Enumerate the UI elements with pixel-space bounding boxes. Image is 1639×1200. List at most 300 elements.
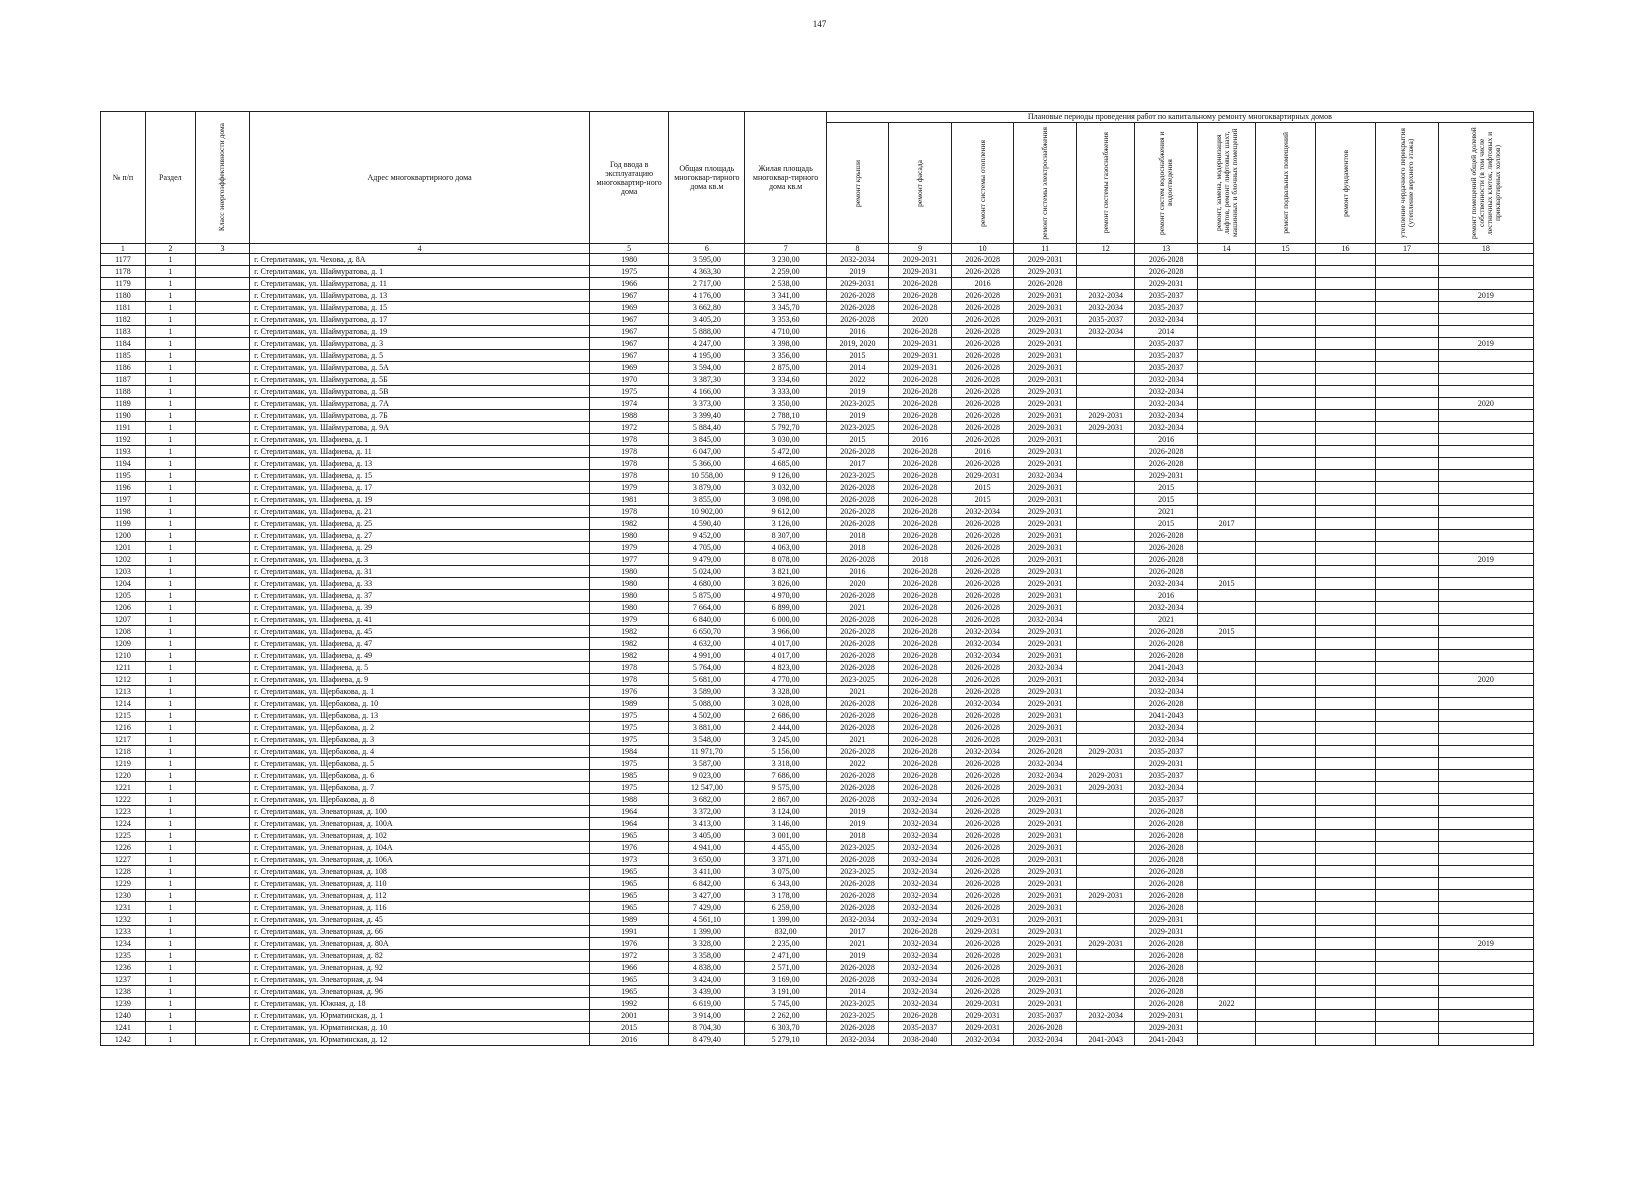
table-cell: 4 561,10	[669, 914, 745, 926]
table-cell	[1438, 518, 1533, 530]
table-row	[101, 926, 1534, 938]
table-cell	[1376, 794, 1439, 806]
table-cell	[1197, 374, 1255, 386]
table-cell: 1991	[590, 926, 669, 938]
table-cell: 2026-2028	[951, 842, 1014, 854]
table-row	[101, 470, 1534, 482]
table-cell: 2041-2043	[1135, 710, 1198, 722]
table-cell: 2020	[826, 578, 889, 590]
table-cell: 5 884,40	[669, 422, 745, 434]
table-cell: 2016	[826, 326, 889, 338]
table-cell	[195, 638, 249, 650]
table-cell: 2026-2028	[889, 782, 952, 794]
table-cell	[1376, 818, 1439, 830]
table-cell: 2001	[590, 1010, 669, 1022]
col-header-basement: ремонт подвальных помещений	[1256, 123, 1315, 244]
table-cell	[195, 878, 249, 890]
table-cell: 1225	[101, 830, 146, 842]
table-cell: 2029-2031	[889, 362, 952, 374]
table-row	[101, 254, 1534, 266]
table-cell	[1197, 1022, 1255, 1034]
table-cell	[195, 470, 249, 482]
table-cell: 2026-2028	[889, 386, 952, 398]
table-row	[101, 578, 1534, 590]
table-cell: 2026-2028	[889, 662, 952, 674]
table-cell	[195, 410, 249, 422]
table-cell: 1979	[590, 482, 669, 494]
table-cell	[1315, 374, 1375, 386]
table-cell: 2022	[1197, 998, 1255, 1010]
table-cell	[1376, 410, 1439, 422]
table-row	[101, 266, 1534, 278]
table-cell: 2032-2034	[889, 878, 952, 890]
table-cell: г. Стерлитамак, ул. Чехова, д. 8А	[250, 254, 590, 266]
table-row	[101, 758, 1534, 770]
table-cell	[1315, 626, 1375, 638]
table-cell: 1965	[590, 878, 669, 890]
table-cell: 2032-2034	[951, 650, 1014, 662]
table-row	[101, 362, 1534, 374]
table-cell: 2029-2031	[1014, 590, 1077, 602]
table-row	[101, 614, 1534, 626]
table-cell: 3 341,00	[745, 290, 826, 302]
table-row	[101, 290, 1534, 302]
table-cell: 1965	[590, 890, 669, 902]
table-cell: 2026-2028	[951, 350, 1014, 362]
table-cell	[1315, 902, 1375, 914]
table-cell: 1238	[101, 986, 146, 998]
table-cell: г. Стерлитамак, ул. Юрматинская, д. 12	[250, 1034, 590, 1046]
table-cell: г. Стерлитамак, ул. Шаймуратова, д. 9А	[250, 422, 590, 434]
table-cell: 5 764,00	[669, 662, 745, 674]
table-cell: 2026-2028	[1135, 818, 1198, 830]
table-cell: г. Стерлитамак, ул. Элеваторная, д. 104А	[250, 842, 590, 854]
table-cell	[1438, 422, 1533, 434]
col-header-common-areas: ремонт помещений общей долевой собственности (в том числе лестничных клеток, лифтовых и приквартирных холлов)	[1438, 123, 1533, 244]
table-cell	[1376, 542, 1439, 554]
table-cell	[1197, 554, 1255, 566]
table-cell: 2032-2034	[1077, 1010, 1135, 1022]
table-cell: 2026-2028	[1135, 446, 1198, 458]
table-cell: 2026-2028	[1135, 950, 1198, 962]
table-cell	[1077, 986, 1135, 998]
table-cell: 2026-2028	[889, 326, 952, 338]
table-cell: 1	[145, 674, 195, 686]
table-cell	[1315, 326, 1375, 338]
table-cell	[1376, 554, 1439, 566]
table-cell: 2026-2028	[951, 374, 1014, 386]
table-cell	[1256, 998, 1315, 1010]
table-cell: 2 262,00	[745, 1010, 826, 1022]
table-cell	[1376, 938, 1439, 950]
table-cell: 2032-2034	[1014, 758, 1077, 770]
repair-schedule-table	[100, 111, 1534, 1046]
table-cell	[1197, 506, 1255, 518]
table-cell: 1964	[590, 806, 669, 818]
table-cell: г. Стерлитамак, ул. Шафиева, д. 17	[250, 482, 590, 494]
table-cell: 2026-2028	[826, 290, 889, 302]
table-cell	[195, 302, 249, 314]
table-cell: г. Стерлитамак, ул. Элеваторная, д. 82	[250, 950, 590, 962]
table-cell: 3 589,00	[669, 686, 745, 698]
table-cell: 2026-2028	[1014, 278, 1077, 290]
table-cell: 5 681,00	[669, 674, 745, 686]
table-row	[101, 554, 1534, 566]
table-cell: 1965	[590, 830, 669, 842]
table-cell: 1201	[101, 542, 146, 554]
table-cell	[1438, 434, 1533, 446]
table-cell: 1982	[590, 638, 669, 650]
table-cell: 1	[145, 614, 195, 626]
table-row	[101, 1022, 1534, 1034]
table-cell: 2026-2028	[826, 626, 889, 638]
table-cell: 2019	[826, 386, 889, 398]
table-row	[101, 782, 1534, 794]
table-cell: 6 259,00	[745, 902, 826, 914]
table-cell	[1315, 818, 1375, 830]
table-cell: 2026-2028	[951, 674, 1014, 686]
table-cell: 2032-2034	[1135, 398, 1198, 410]
table-cell: 2032-2034	[1135, 374, 1198, 386]
table-cell: 2023-2025	[826, 398, 889, 410]
table-cell	[1256, 950, 1315, 962]
table-cell	[1256, 818, 1315, 830]
table-cell	[195, 650, 249, 662]
table-cell: 1233	[101, 926, 146, 938]
table-cell	[1376, 698, 1439, 710]
table-cell: 3 439,00	[669, 986, 745, 998]
table-cell: 1222	[101, 794, 146, 806]
table-cell: 2029-2031	[1077, 770, 1135, 782]
table-cell: 2032-2034	[1135, 674, 1198, 686]
table-cell: г. Стерлитамак, ул. Шафиева, д. 13	[250, 458, 590, 470]
table-cell	[1197, 638, 1255, 650]
table-cell	[195, 902, 249, 914]
table-cell: 1976	[590, 842, 669, 854]
table-cell: 2029-2031	[1014, 494, 1077, 506]
table-cell: 1975	[590, 722, 669, 734]
table-cell	[1197, 482, 1255, 494]
table-cell	[1438, 1022, 1533, 1034]
table-cell: 2018	[889, 554, 952, 566]
table-cell: 3 587,00	[669, 758, 745, 770]
table-cell: 1186	[101, 362, 146, 374]
table-cell: 1967	[590, 290, 669, 302]
table-cell: г. Стерлитамак, ул. Элеваторная, д. 100А	[250, 818, 590, 830]
table-cell: 3 030,00	[745, 434, 826, 446]
table-cell: г. Стерлитамак, ул. Шафиева, д. 33	[250, 578, 590, 590]
table-cell: 2026-2028	[826, 746, 889, 758]
table-cell: 2026-2028	[951, 578, 1014, 590]
table-cell	[1256, 758, 1315, 770]
table-cell: 2026-2028	[889, 566, 952, 578]
table-cell: 2026-2028	[1135, 866, 1198, 878]
table-cell	[1315, 446, 1375, 458]
table-cell	[1376, 914, 1439, 926]
table-cell	[1256, 302, 1315, 314]
table-cell: 3 245,00	[745, 734, 826, 746]
table-cell: г. Стерлитамак, ул. Шаймуратова, д. 15	[250, 302, 590, 314]
table-cell: 2029-2031	[1014, 890, 1077, 902]
column-number: 12	[1077, 244, 1135, 254]
table-cell: 2026-2028	[951, 854, 1014, 866]
table-cell	[1256, 890, 1315, 902]
table-cell	[1077, 962, 1135, 974]
table-cell: 1190	[101, 410, 146, 422]
table-cell	[1315, 758, 1375, 770]
table-cell	[1376, 530, 1439, 542]
table-cell: 1	[145, 326, 195, 338]
table-cell	[1197, 878, 1255, 890]
table-cell: 2026-2028	[889, 926, 952, 938]
table-cell	[1077, 806, 1135, 818]
table-cell: 2032-2034	[1135, 722, 1198, 734]
table-cell: 2029-2031	[1014, 782, 1077, 794]
table-cell: г. Стерлитамак, ул. Элеваторная, д. 80А	[250, 938, 590, 950]
table-cell: 2032-2034	[889, 962, 952, 974]
table-cell	[1315, 950, 1375, 962]
table-cell: 2026-2028	[1135, 806, 1198, 818]
table-cell: 1216	[101, 722, 146, 734]
table-cell: 1	[145, 854, 195, 866]
table-cell: 2029-2031	[889, 254, 952, 266]
table-cell	[1315, 266, 1375, 278]
table-cell	[1438, 962, 1533, 974]
table-cell: 2026-2028	[1135, 638, 1198, 650]
table-cell	[1197, 1034, 1255, 1046]
table-cell: 1185	[101, 350, 146, 362]
table-cell	[1438, 758, 1533, 770]
table-cell: 1208	[101, 626, 146, 638]
table-cell: 3 855,00	[669, 494, 745, 506]
table-cell	[1376, 722, 1439, 734]
table-row	[101, 722, 1534, 734]
table-cell: 1194	[101, 458, 146, 470]
table-cell: 2019	[826, 410, 889, 422]
table-cell: 2029-2031	[1014, 938, 1077, 950]
table-cell: 2026-2028	[826, 662, 889, 674]
table-cell: 1	[145, 398, 195, 410]
table-cell: 2019	[826, 806, 889, 818]
table-cell	[1256, 830, 1315, 842]
table-cell: 5 279,10	[745, 1034, 826, 1046]
table-cell: 1239	[101, 998, 146, 1010]
table-row	[101, 302, 1534, 314]
table-cell: 1235	[101, 950, 146, 962]
table-cell: 1232	[101, 914, 146, 926]
table-row	[101, 902, 1534, 914]
table-cell: 3 879,00	[669, 482, 745, 494]
table-cell	[1376, 398, 1439, 410]
table-cell	[1315, 410, 1375, 422]
table-cell	[1256, 530, 1315, 542]
table-cell	[1256, 734, 1315, 746]
table-cell	[1376, 806, 1439, 818]
table-row	[101, 650, 1534, 662]
table-cell	[195, 518, 249, 530]
table-cell: г. Стерлитамак, ул. Щербакова, д. 6	[250, 770, 590, 782]
table-cell: 1967	[590, 350, 669, 362]
table-body	[101, 254, 1534, 1046]
table-cell: 3 413,00	[669, 818, 745, 830]
table-cell: 1978	[590, 506, 669, 518]
table-row	[101, 842, 1534, 854]
table-cell	[195, 578, 249, 590]
table-cell	[1438, 722, 1533, 734]
table-cell: 3 373,00	[669, 398, 745, 410]
table-cell: 10 558,00	[669, 470, 745, 482]
table-cell	[1197, 614, 1255, 626]
table-cell: 1178	[101, 266, 146, 278]
table-row	[101, 350, 1534, 362]
table-cell: 3 028,00	[745, 698, 826, 710]
table-cell	[1077, 734, 1135, 746]
table-cell: 2029-2031	[1077, 746, 1135, 758]
table-cell: 1183	[101, 326, 146, 338]
table-cell	[1256, 710, 1315, 722]
table-cell	[195, 818, 249, 830]
table-cell: 1188	[101, 386, 146, 398]
table-cell	[1315, 878, 1375, 890]
table-cell	[1077, 914, 1135, 926]
table-cell: 1241	[101, 1022, 146, 1034]
table-row	[101, 494, 1534, 506]
table-cell: 1	[145, 374, 195, 386]
table-cell: 2026-2028	[889, 530, 952, 542]
table-cell: 2026-2028	[826, 770, 889, 782]
table-cell	[1438, 254, 1533, 266]
table-cell: 2023-2025	[826, 842, 889, 854]
table-cell	[1315, 566, 1375, 578]
table-cell	[1197, 422, 1255, 434]
table-cell: 2026-2028	[889, 506, 952, 518]
table-cell	[1376, 614, 1439, 626]
table-cell: 2029-2031	[1014, 626, 1077, 638]
table-cell: 4 680,00	[669, 578, 745, 590]
table-cell: 9 479,00	[669, 554, 745, 566]
table-cell: 9 126,00	[745, 470, 826, 482]
table-cell: 2026-2028	[826, 554, 889, 566]
table-cell	[1438, 542, 1533, 554]
table-cell: 2032-2034	[889, 818, 952, 830]
table-cell: 1229	[101, 878, 146, 890]
table-cell: 2029-2031	[1014, 878, 1077, 890]
table-cell	[1315, 302, 1375, 314]
table-cell: 2032-2034	[1077, 302, 1135, 314]
table-cell: 2026-2028	[1135, 962, 1198, 974]
table-cell: 7 686,00	[745, 770, 826, 782]
table-cell: 3 427,00	[669, 890, 745, 902]
table-cell	[195, 782, 249, 794]
table-row	[101, 482, 1534, 494]
table-cell: 2032-2034	[1014, 662, 1077, 674]
table-cell: 1	[145, 566, 195, 578]
table-cell: 5 745,00	[745, 998, 826, 1010]
table-cell: 2026-2028	[889, 542, 952, 554]
table-cell: 2026-2028	[889, 698, 952, 710]
table-cell: 2029-2031	[1014, 698, 1077, 710]
table-cell: 2015	[1197, 578, 1255, 590]
table-cell: 2029-2031	[1014, 866, 1077, 878]
table-cell: 1196	[101, 482, 146, 494]
table-cell	[195, 974, 249, 986]
table-cell	[1256, 374, 1315, 386]
table-cell	[1197, 254, 1255, 266]
table-cell: 4 017,00	[745, 638, 826, 650]
table-cell: 2026-2028	[889, 518, 952, 530]
table-cell: 2026-2028	[951, 314, 1014, 326]
table-cell: 3 328,00	[669, 938, 745, 950]
table-cell: 1200	[101, 530, 146, 542]
table-cell	[1376, 758, 1439, 770]
table-cell: 1967	[590, 338, 669, 350]
table-cell: 2016	[1135, 434, 1198, 446]
table-cell	[1315, 338, 1375, 350]
table-cell: 2029-2031	[1014, 902, 1077, 914]
table-cell: 2026-2028	[1135, 830, 1198, 842]
table-cell	[195, 794, 249, 806]
page-number: 147	[812, 19, 827, 29]
table-cell: 2026-2028	[1135, 698, 1198, 710]
table-cell: 2029-2031	[1014, 326, 1077, 338]
table-cell	[195, 494, 249, 506]
table-cell: 2032-2034	[889, 890, 952, 902]
table-cell	[1376, 578, 1439, 590]
table-cell	[1077, 266, 1135, 278]
table-cell	[1256, 410, 1315, 422]
table-cell: 2029-2031	[1135, 1022, 1198, 1034]
table-cell: 9 452,00	[669, 530, 745, 542]
table-cell: 2026-2028	[951, 890, 1014, 902]
table-cell	[195, 266, 249, 278]
table-cell: 2038-2040	[889, 1034, 952, 1046]
table-cell: 2029-2031	[1135, 470, 1198, 482]
table-cell	[1438, 614, 1533, 626]
table-cell	[1077, 794, 1135, 806]
table-cell	[1315, 278, 1375, 290]
table-cell	[195, 1022, 249, 1034]
table-cell: 1	[145, 446, 195, 458]
table-cell	[1376, 854, 1439, 866]
table-cell	[1376, 566, 1439, 578]
table-cell: 6 840,00	[669, 614, 745, 626]
table-cell: 4 685,00	[745, 458, 826, 470]
table-cell	[1256, 290, 1315, 302]
table-cell: 2029-2031	[1014, 854, 1077, 866]
table-cell	[1438, 698, 1533, 710]
table-cell	[195, 938, 249, 950]
table-cell	[1315, 806, 1375, 818]
table-cell: 2026-2028	[951, 302, 1014, 314]
table-cell: 7 429,00	[669, 902, 745, 914]
table-row	[101, 806, 1534, 818]
table-cell	[1376, 998, 1439, 1010]
table-cell	[1376, 1034, 1439, 1046]
table-cell	[1256, 1022, 1315, 1034]
table-cell	[1077, 530, 1135, 542]
table-cell: 2015	[1135, 518, 1198, 530]
table-cell	[1256, 578, 1315, 590]
table-cell	[1077, 926, 1135, 938]
table-cell	[195, 986, 249, 998]
table-cell: 3 146,00	[745, 818, 826, 830]
table-cell: 1988	[590, 410, 669, 422]
table-cell	[1315, 470, 1375, 482]
table-cell: 1221	[101, 782, 146, 794]
table-cell: 4 838,00	[669, 962, 745, 974]
table-cell	[1197, 350, 1255, 362]
table-cell: 1	[145, 590, 195, 602]
